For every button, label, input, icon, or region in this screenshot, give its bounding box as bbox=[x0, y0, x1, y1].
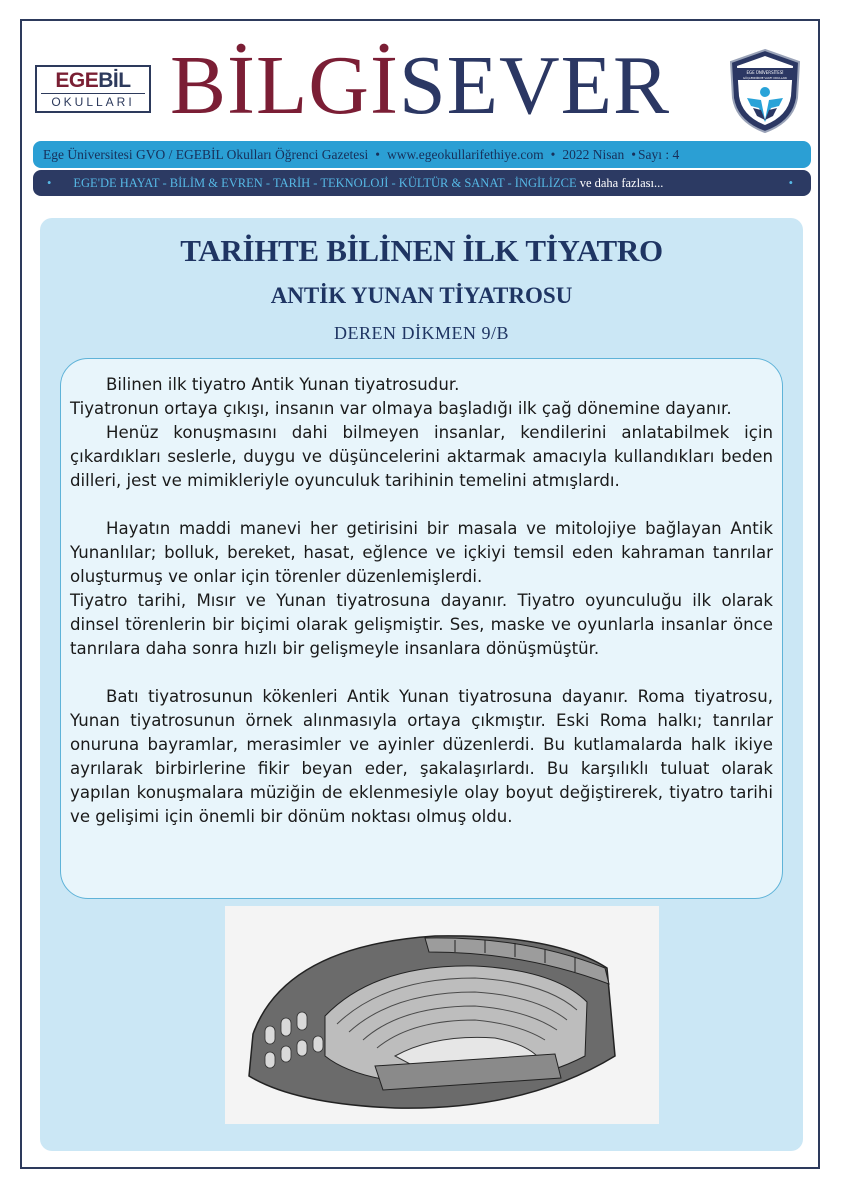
logo-brand: EGEBİL bbox=[55, 69, 131, 92]
article-paragraph: Bilinen ilk tiyatro Antik Yunan tiyatrosudur. bbox=[106, 375, 460, 394]
topic-more: ve daha fazlası... bbox=[579, 176, 664, 190]
article-paragraph: Batı tiyatrosunun kökenleri Antik Yunan tiyatrosuna dayanır. Roma tiyatrosu, Yunan tiyatrosunun örnek alınmasıyla ortaya çıkmıştır. Eski Roma halkı; tanrılar onuruna bayramlar, merasimler ve ayinler düzenlerdi. Bu kutlamalarda halk ikiye ayrılarak birbirlerine fikir beyan eder, şakalaşırlardı. Bu karşılıklı tuluat olarak yapılan konuşmalara müziğin de eklenmesiyle olay boyut değiştirerek, tiyatro tarihi ve gelişimi için önemli bir dönüm noktası olmuş oldu. bbox=[70, 687, 773, 826]
paper-name: Ege Üniversitesi GVO / EGEBİL Okulları Öğrenci Gazetesi bbox=[43, 147, 369, 162]
ancient-theatre-illustration bbox=[225, 906, 659, 1124]
issue-number: Sayı : 4 bbox=[637, 147, 680, 162]
article-paragraph: Tiyatronun ortaya çıkışı, insanın var olmaya başladığı ilk çağ dönemine dayanır. bbox=[70, 399, 732, 418]
article-author: DEREN DİKMEN 9/B bbox=[334, 323, 509, 343]
article-subtitle: ANTİK YUNAN TİYATROSU bbox=[270, 283, 573, 308]
logo-subtitle: OKULLARI bbox=[41, 93, 145, 110]
egebil-logo bbox=[35, 65, 151, 113]
article-title: TARİHTE BİLİNEN İLK TİYATRO bbox=[180, 233, 663, 268]
ege-university-badge bbox=[727, 48, 803, 134]
article-paragraph: Henüz konuşmasını dahi bilmeyen insanlar, kendilerini anlatabilmek için çıkardıkları seslerle, duygu ve düşüncelerini aktarmak amacıyla kullandıkları beden dilleri, jest ve mimikleriyle oyunculuk tarihinin temelini atmışlardı. bbox=[70, 423, 773, 490]
article-paragraph: Hayatın maddi manevi her getirisini bir masala ve mitolojiye bağlayan Antik Yunanlılar; bolluk, bereket, hasat, eğlence ve içkiyi temsil eden kahraman tanrılar oluşturmuş ve onlar için törenler düzenlemişlerdi. bbox=[70, 519, 773, 586]
badge-line1: EGE ÜNİVERSİTESİ bbox=[746, 70, 784, 75]
article-paragraph: Tiyatro tarihi, Mısır ve Yunan tiyatrosuna dayanır. Tiyatro oyunculuğu ilk olarak dinsel törenlerin bir biçimi olarak gelişmiştir. Ses, maske ve oyunlarla insanlar önce tanrılara daha sonra hızlı bir gelişmeyle insanlara dönüşmüştür. bbox=[70, 591, 773, 658]
issue-date: 2022 Nisan bbox=[562, 147, 625, 162]
masthead-title: BİLGİSEVER bbox=[170, 39, 670, 132]
website-link[interactable]: www.egeokullarifethiye.com bbox=[387, 147, 544, 162]
topic-list: EGE'DE HAYAT - BİLİM & EVREN - TARİH - TEKNOLOJİ - KÜLTÜR & SANAT - İNGİLİZCE bbox=[73, 176, 577, 190]
topic-bar: • EGE'DE HAYAT - BİLİM & EVREN - TARİH - TEKNOLOJİ - KÜLTÜR & SANAT - İNGİLİZCE ve daha fazlası... • bbox=[33, 170, 811, 196]
info-bar: Ege Üniversitesi GVO / EGEBİL Okulları Öğrenci Gazetesi • www.egeokullarifethiye.com • 2022 Nisan • Sayı : 4 bbox=[33, 141, 811, 168]
article-text-box bbox=[60, 358, 783, 899]
badge-line2: GÜÇLENDİRME VAKFI OKULLARI bbox=[742, 76, 788, 80]
